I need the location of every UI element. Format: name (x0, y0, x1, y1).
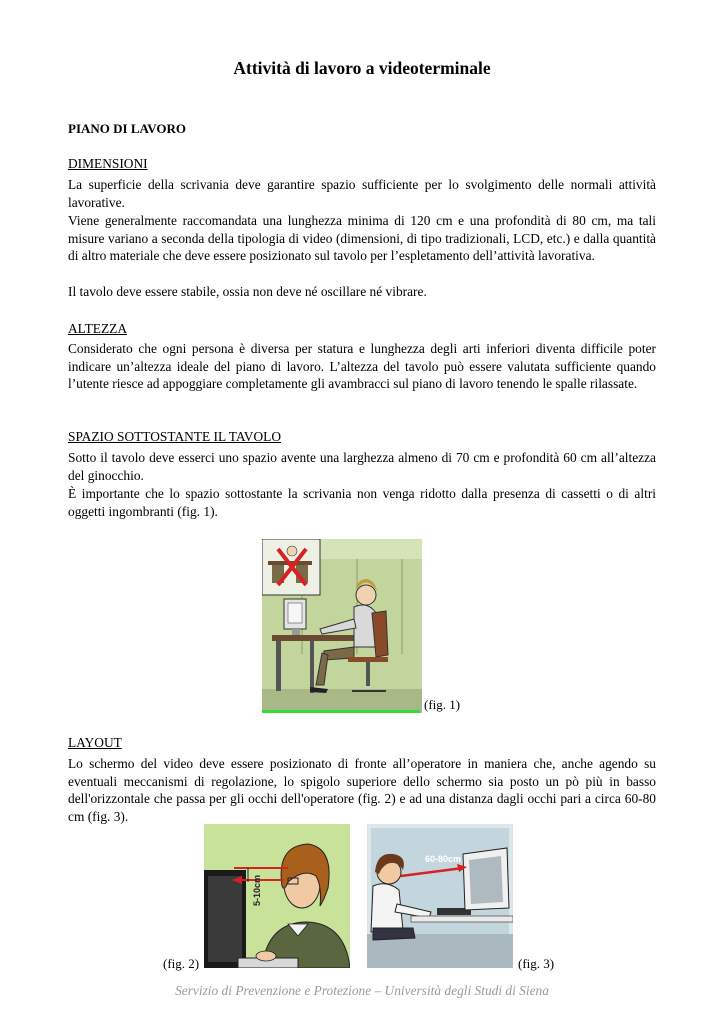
section-heading: PIANO DI LAVORO (68, 121, 186, 136)
page-title: Attività di lavoro a videoterminale (233, 58, 491, 78)
figure-1-illustration (262, 539, 422, 713)
figure-1-caption: (fig. 1) (424, 697, 461, 712)
figure-1-underline (262, 710, 420, 713)
layout-paragraph-1: Lo schermo del video deve essere posizionato di fronte all’operatore in maniera che, anche agendo su eventuali meccanismi di regolazione, lo spigolo superiore dello schermo sia posto un pò più in basso dell'orizzontale che passa per gli occhi dell'operatore (fig. 2) e ad una distanza dagli occhi pari a circa 60-80 cm (fig. 3). (68, 756, 656, 824)
page-footer: Servizio di Prevenzione e Protezione – Università degli Studi di Siena (175, 983, 549, 998)
figure-3-distance-label: 60-80cm (425, 854, 462, 864)
figure-2-caption: (fig. 2) (163, 956, 200, 971)
altezza-paragraph-1: Considerato che ogni persona è diversa per statura e lunghezza degli arti inferiori diventa difficile poter indicare un’altezza ideale del piano di lavoro. L’altezza del tavolo può essere valutata sufficiente quando l’utente riesce ad appoggiare completamente gli avambracci sul piano di lavoro tenendo le spalle rilassate. (68, 341, 656, 392)
figure-3-illustration (367, 824, 513, 968)
figure-2-distance-label: 5-10cm (252, 874, 262, 906)
dimensioni-heading: DIMENSIONI (68, 156, 148, 171)
dimensioni-paragraph-3: Il tavolo deve essere stabile, ossia non deve né oscillare né vibrare. (68, 284, 427, 299)
dimensioni-paragraph-1: La superficie della scrivania deve garantire spazio sufficiente per lo svolgimento delle normali attività lavorative. (68, 177, 656, 210)
dimensioni-paragraph-2: Viene generalmente raccomandata una lunghezza minima di 120 cm e una profondità di 80 cm, ma tali misure variano a seconda della tipologia di video (dimensioni, di tipo tradizionali, LCD, etc.) e dalla quantità di altro materiale che deve essere posizionato sul tavolo per l’espletamento dell’attività lavorativa. (68, 213, 656, 264)
altezza-heading: ALTEZZA (68, 321, 128, 336)
figure-2-illustration (204, 824, 350, 968)
spazio-heading: SPAZIO SOTTOSTANTE IL TAVOLO (68, 429, 281, 444)
spazio-paragraph-1: Sotto il tavolo deve esserci uno spazio avente una larghezza almeno di 70 cm e profondità 60 cm all’altezza del ginocchio. (68, 450, 656, 483)
spazio-paragraph-2: È importante che lo spazio sottostante la scrivania non venga ridotto dalla presenza di cassetti o di altri oggetti ingombranti (fig. 1). (68, 486, 656, 519)
layout-heading: LAYOUT (68, 735, 122, 750)
figure-3-caption: (fig. 3) (518, 956, 555, 971)
